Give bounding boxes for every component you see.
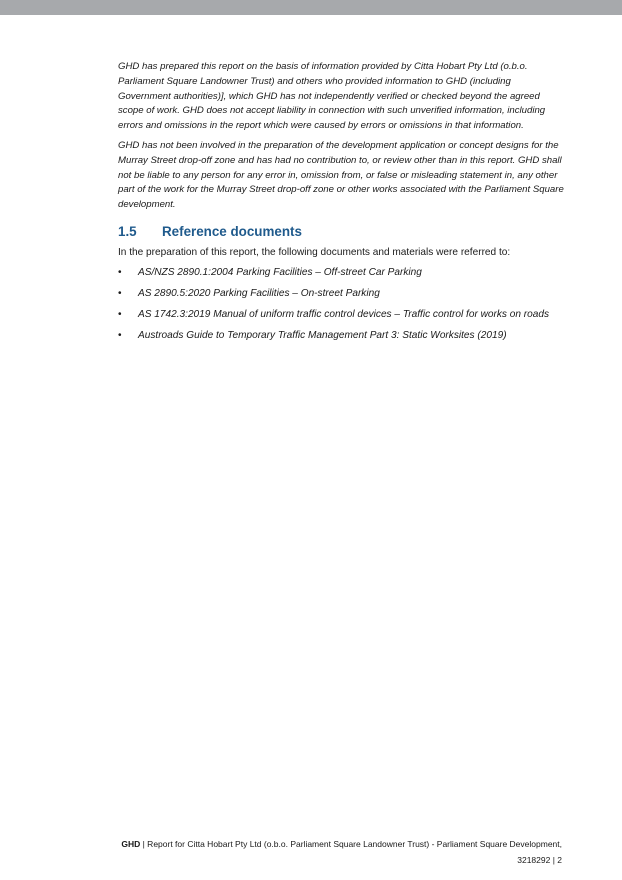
disclaimer-paragraph-2: GHD has not been involved in the preparation of the development application or concept designs for the Murray Street drop-off zone and has had no contribution to, or review other than in this report. GHD shall not be liable to any person for any error in, omission from, or false or misleading statement in, any other part of the work for the Murray Street drop-off zone or other works associated with the Parliament Square development. <box>118 139 564 211</box>
list-item <box>118 329 564 343</box>
footer-brand: GHD <box>121 839 141 849</box>
bullet-icon: • <box>118 287 122 299</box>
disclaimer-paragraph-1: GHD has prepared this report on the basis of information provided by Citta Hobart Pty Ltd (o.b.o. Parliament Square Landowner Trust) and others who provided information to GHD (including Government authorities)], which GHD has not independently verified or checked beyond the agreed scope of work. GHD does not accept liability in connection with such unverified information, including errors and omissions in the report which were caused by errors or omissions in that information. <box>118 61 546 132</box>
list-item <box>118 266 564 280</box>
header-bar <box>0 0 622 15</box>
section-heading <box>118 224 564 239</box>
document-body <box>118 60 564 350</box>
footer-line-1 <box>102 836 562 852</box>
footer-page-ref: 3218292 | 2 <box>517 855 562 865</box>
reference-list <box>118 266 564 343</box>
page-footer <box>102 836 562 868</box>
bullet-icon: • <box>118 329 122 341</box>
footer-report-text: | Report for Citta Hobart Pty Ltd (o.b.o. Parliament Square Landowner Trust) - Parliament Square Development, <box>140 839 562 849</box>
list-item <box>118 287 564 301</box>
section-intro: In the preparation of this report, the following documents and materials were referred to: <box>118 246 511 258</box>
reference-text: Austroads Guide to Temporary Traffic Management Part 3: Static Worksites (2019) <box>138 329 507 341</box>
bullet-icon: • <box>118 266 122 278</box>
reference-text: AS 2890.5:2020 Parking Facilities – On-street Parking <box>138 287 380 299</box>
section-title: Reference documents <box>162 223 302 239</box>
reference-text: AS 1742.3:2019 Manual of uniform traffic control devices – Traffic control for works on roads <box>138 308 550 320</box>
bullet-icon: • <box>118 308 122 320</box>
reference-text: AS/NZS 2890.1:2004 Parking Facilities – Off-street Car Parking <box>138 266 422 278</box>
list-item <box>118 308 564 322</box>
section-number: 1.5 <box>118 223 137 239</box>
